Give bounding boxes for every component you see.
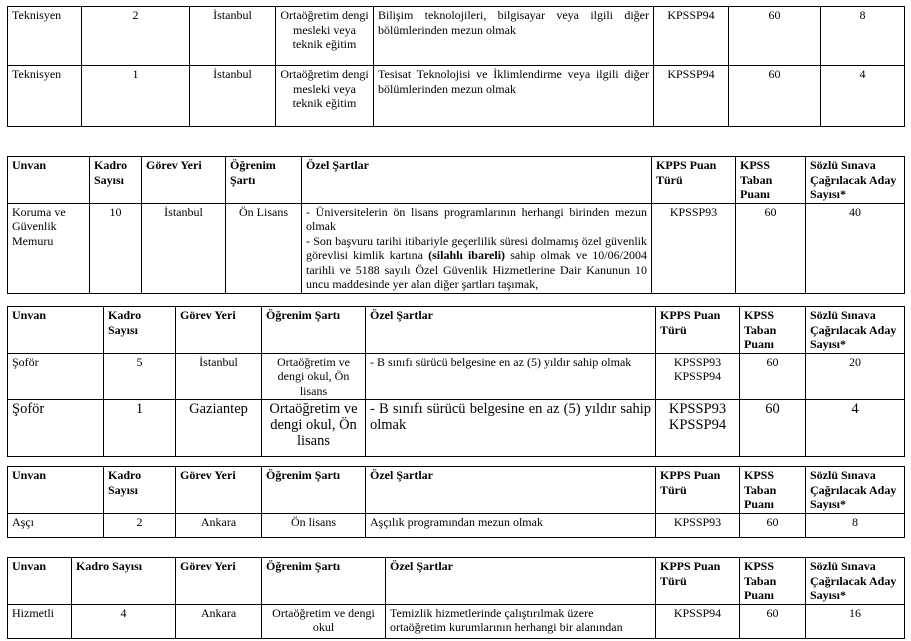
kpss-turu-cell — [656, 400, 740, 457]
ozel-sartlar-cell: Bilişim teknolojileri, bilgisayar veya ilgili diğer bölümlerinden mezun olmak — [374, 7, 654, 66]
kadro-cell: 5 — [104, 353, 176, 400]
kpss-taban-cell: 60 — [729, 7, 821, 66]
header-row — [8, 307, 905, 354]
unvan-cell: Şoför — [8, 400, 104, 457]
header-gorev: Görev Yeri — [176, 558, 262, 605]
table-row — [8, 353, 905, 400]
ozel-sartlar-cell: Tesisat Teknolojisi ve İklimlendirme veya ilgili diğer bölümlerinden mezun olmak — [374, 66, 654, 127]
aday-sayisi-cell: 4 — [821, 66, 905, 127]
ozel-sart-1: - Üniversitelerin ön lisans programlarının herhangi birinden mezun olmak — [306, 204, 647, 233]
ogrenim-cell: Ön lisans — [262, 513, 366, 537]
header-kpss-turu: KPPS Puan Türü — [656, 307, 740, 354]
header-ozel: Özel Şartlar — [366, 467, 656, 514]
header-ozel: Özel Şartlar — [386, 558, 656, 605]
header-row — [8, 157, 905, 204]
header-unvan: Unvan — [8, 157, 90, 204]
header-ogrenim: Öğrenim Şartı — [262, 307, 366, 354]
unvan-cell: Hizmetli — [8, 604, 72, 638]
ozel-sartlar-cell — [302, 203, 652, 293]
ozel-sartlar-cell: Aşçılık programından mezun olmak — [366, 513, 656, 537]
kpss-turu-1: KPSSP93 — [673, 354, 722, 369]
table-row — [8, 203, 905, 293]
header-ozel: Özel Şartlar — [302, 157, 652, 204]
ozel-sart-2-text-c: sahip olmak ve 10/06/2004 tarihli ve 5188 sayılı Özel Güvenlik Hizmetlerine Dair Kanunun 10 uncu maddesinde yer alan diğer şartları taşımak, — [306, 248, 647, 291]
kpss-turu-cell — [656, 353, 740, 400]
kpss-taban-cell: 60 — [736, 203, 806, 293]
asci-table — [7, 466, 905, 538]
kpss-turu-cell: KPSSP93 — [656, 513, 740, 537]
kpss-taban-cell: 60 — [740, 604, 806, 638]
ogrenim-cell: Ortaöğretim ve dengi okul, Ön lisans — [262, 353, 366, 400]
kadro-cell: 4 — [72, 604, 176, 638]
gorev-cell: İstanbul — [142, 203, 226, 293]
header-taban: KPSS Taban Puanı — [740, 558, 806, 605]
kpss-turu-1: KPSSP93 — [668, 401, 727, 417]
ozel-sart-2 — [306, 233, 647, 291]
kpss-taban-cell: 60 — [740, 353, 806, 400]
table-row — [8, 513, 905, 537]
header-taban: KPSS Taban Puanı — [740, 307, 806, 354]
header-unvan: Unvan — [8, 558, 72, 605]
kpss-turu-cell: KPSSP94 — [656, 604, 740, 638]
ogrenim-cell: Ortaöğretim ve dengi okul — [262, 604, 386, 638]
header-unvan: Unvan — [8, 307, 104, 354]
unvan-cell: Aşçı — [8, 513, 104, 537]
teknisyen-table — [7, 6, 905, 127]
kpss-taban-cell: 60 — [729, 66, 821, 127]
header-aday: Sözlü Sınava Çağrılacak Aday Sayısı* — [806, 307, 905, 354]
kadro-cell: 2 — [82, 7, 190, 66]
aday-sayisi-cell: 8 — [806, 513, 905, 537]
ogrenim-cell: Ön Lisans — [226, 203, 302, 293]
unvan-cell: Teknisyen — [8, 66, 82, 127]
header-ogrenim: Öğrenim Şartı — [262, 467, 366, 514]
header-unvan: Unvan — [8, 467, 104, 514]
ozel-sartlar-cell: - B sınıfı sürücü belgesine en az (5) yıldır sahip olmak — [366, 353, 656, 400]
aday-sayisi-cell: 4 — [806, 400, 905, 457]
kadro-cell: 2 — [104, 513, 176, 537]
header-aday: Sözlü Sınava Çağrılacak Aday Sayısı* — [806, 558, 905, 605]
kpss-taban-cell: 60 — [740, 513, 806, 537]
header-gorev: Görev Yeri — [176, 467, 262, 514]
header-kpss-turu: KPPS Puan Türü — [652, 157, 736, 204]
header-taban: KPSS Taban Puanı — [736, 157, 806, 204]
gorev-cell: İstanbul — [190, 7, 276, 66]
header-kadro: Kadro Sayısı — [72, 558, 176, 605]
gorev-cell: Ankara — [176, 513, 262, 537]
sofor-table — [7, 306, 905, 457]
ogrenim-cell: Ortaöğretim ve dengi okul, Ön lisans — [262, 400, 366, 457]
koruma-guvenlik-table — [7, 156, 905, 294]
aday-sayisi-cell: 8 — [821, 7, 905, 66]
header-kadro: Kadro Sayısı — [90, 157, 142, 204]
header-taban: KPSS Taban Puanı — [740, 467, 806, 514]
table-row — [8, 400, 905, 457]
header-kpss-turu: KPPS Puan Türü — [656, 558, 740, 605]
ozel-sart-2-text-a: - Son başvuru tarihi itibariyle geçerlilik süresi dolmamış özel güvenlik görevlisi kimlik kartına — [306, 233, 647, 262]
hizmetli-table — [7, 557, 905, 639]
unvan-cell: Teknisyen — [8, 7, 82, 66]
gorev-cell: İstanbul — [190, 66, 276, 127]
header-ogrenim: Öğrenim Şartı — [262, 558, 386, 605]
kpss-turu-2: KPSSP94 — [668, 417, 727, 433]
kpss-turu-cell: KPSSP94 — [654, 66, 729, 127]
ogrenim-cell: Ortaöğretim dengi mesleki veya teknik eğitim — [276, 7, 374, 66]
header-gorev: Görev Yeri — [176, 307, 262, 354]
table-row — [8, 66, 905, 127]
aday-sayisi-cell: 20 — [806, 353, 905, 400]
header-row — [8, 558, 905, 605]
header-row — [8, 467, 905, 514]
gorev-cell: Ankara — [176, 604, 262, 638]
header-ozel: Özel Şartlar — [366, 307, 656, 354]
unvan-cell: Koruma ve Güvenlik Memuru — [8, 203, 90, 293]
gorev-cell: İstanbul — [176, 353, 262, 400]
gorev-cell: Gaziantep — [176, 400, 262, 457]
header-ogrenim: Öğrenim Şartı — [226, 157, 302, 204]
header-gorev: Görev Yeri — [142, 157, 226, 204]
ozel-sartlar-cell: - B sınıfı sürücü belgesine en az (5) yıldır sahip olmak — [366, 400, 656, 457]
ogrenim-cell: Ortaöğretim dengi mesleki veya teknik eğitim — [276, 66, 374, 127]
ozel-sartlar-cell: Temizlik hizmetlerinde çalıştırılmak üzere ortaöğretim kurumlarının herhangi bir alanından — [386, 604, 656, 638]
kadro-cell: 1 — [104, 400, 176, 457]
header-aday: Sözlü Sınava Çağrılacak Aday Sayısı* — [806, 467, 905, 514]
kpss-taban-cell: 60 — [740, 400, 806, 457]
header-aday: Sözlü Sınava Çağrılacak Aday Sayısı* — [806, 157, 905, 204]
kpss-turu-cell: KPSSP93 — [652, 203, 736, 293]
table-row — [8, 604, 905, 638]
aday-sayisi-cell: 40 — [806, 203, 905, 293]
header-kadro: Kadro Sayısı — [104, 467, 176, 514]
header-kadro: Kadro Sayısı — [104, 307, 176, 354]
table-row — [8, 7, 905, 66]
header-kpss-turu: KPPS Puan Türü — [656, 467, 740, 514]
kpss-turu-cell: KPSSP94 — [654, 7, 729, 66]
kadro-cell: 1 — [82, 66, 190, 127]
aday-sayisi-cell: 16 — [806, 604, 905, 638]
unvan-cell: Şoför — [8, 353, 104, 400]
kpss-turu-2: KPSSP94 — [673, 369, 722, 383]
ozel-sart-2-bold: (silahlı ibareli) — [428, 248, 506, 262]
kadro-cell: 10 — [90, 203, 142, 293]
